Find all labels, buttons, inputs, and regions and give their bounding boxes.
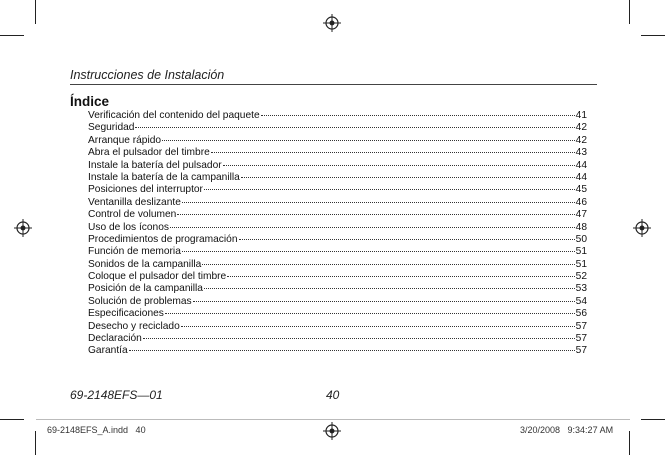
toc-entry[interactable] [88,222,587,234]
toc-entry-page: 41 [575,110,587,121]
toc-entry-title: Control de volumen [88,209,177,221]
leader-dots [202,264,574,265]
toc-entry-title: Verificación del contenido del paquete [88,110,260,121]
toc-entry[interactable] [88,283,587,295]
toc-entry-page: 45 [575,184,587,196]
crop-mark [629,0,630,24]
toc-entry-page: 57 [575,320,587,332]
toc-entry[interactable] [88,172,587,184]
leader-dots [162,140,575,141]
toc-entry-title: Procedimientos de programación [88,233,238,245]
toc-entry[interactable] [88,209,587,221]
toc-entry-title: Solución de problemas [88,295,192,307]
toc-entry[interactable] [88,160,587,172]
toc-entry-page: 48 [575,221,587,233]
toc-entry-page: 54 [575,295,587,307]
toc-entry-title: Posiciones del interruptor [88,184,203,196]
toc-entry-page: 42 [575,122,587,134]
toc-entry-title: Especificaciones [88,308,164,320]
toc-entry-title: Instale la batería de la campanilla [88,171,240,183]
leader-dots [227,276,574,277]
slug-timestamp: 3/20/2008 9:34:27 AM [520,425,614,435]
leader-dots [177,214,574,215]
toc-entry-page: 42 [575,134,587,146]
toc-entry[interactable] [88,147,587,159]
registration-mark-icon [14,219,32,237]
slug-divider [36,419,630,420]
leader-dots [241,177,575,178]
leader-dots [182,251,575,252]
leader-dots [204,189,575,190]
registration-mark-icon [323,14,341,32]
toc-entry[interactable] [88,246,587,258]
leader-dots [165,313,575,314]
toc-entry-page: 51 [575,258,587,270]
toc-entry-title: Posición de la campanilla [88,283,203,295]
toc-entry-title: Declaración [88,333,142,345]
toc-entry-title: Coloque el pulsador del timbre [88,271,227,283]
toc-entry-page: 57 [575,345,587,357]
toc-entry[interactable] [88,184,587,196]
toc-entry-title: Abra el pulsador del timbre [88,147,210,159]
toc-entry-page: 57 [575,333,587,345]
crop-mark [35,0,36,24]
toc-entry-title: Ventanilla deslizante [88,196,181,208]
table-of-contents [88,110,587,358]
leader-dots [181,326,575,327]
toc-entry-page: 53 [575,283,587,295]
toc-entry-page: 52 [575,271,587,283]
toc-entry-page: 56 [575,308,587,320]
leader-dots [239,239,575,240]
crop-mark [0,35,24,36]
toc-entry-title: Desecho y reciclado [88,320,180,332]
toc-entry-title: Arranque rápido [88,134,162,146]
toc-entry[interactable] [88,308,587,320]
crop-mark [641,419,665,420]
toc-entry-page: 47 [575,209,587,221]
leader-dots [261,115,575,116]
leader-dots [143,338,575,339]
registration-mark-icon [633,219,651,237]
crop-mark [0,419,24,420]
slug-filename: 69-2148EFS_A.indd 40 [47,425,146,435]
toc-entry-page: 50 [575,233,587,245]
toc-entry[interactable] [88,296,587,308]
toc-entry-page: 51 [575,246,587,258]
toc-entry-title: Seguridad [88,122,135,134]
toc-entry[interactable] [88,122,587,134]
leader-dots [135,127,574,128]
toc-entry[interactable] [88,135,587,147]
toc-entry-title: Instale la batería del pulsador [88,159,222,171]
toc-entry-page: 43 [575,147,587,159]
toc-heading: Índice [70,94,110,109]
toc-entry-title: Sonidos de la campanilla [88,258,202,270]
toc-entry[interactable] [88,321,587,333]
leader-dots [211,152,575,153]
leader-dots [170,227,575,228]
running-header: Instrucciones de Instalación [70,68,225,82]
toc-entry-page: 44 [575,159,587,171]
footer-page-number: 40 [326,388,340,402]
registration-mark-icon [323,422,341,440]
crop-mark [35,431,36,455]
leader-dots [182,202,575,203]
toc-entry-page: 44 [575,171,587,183]
toc-entry[interactable] [88,110,587,122]
toc-entry-page: 46 [575,196,587,208]
toc-entry[interactable] [88,197,587,209]
crop-mark [629,431,630,455]
footer-doc-number: 69-2148EFS—01 [70,388,163,402]
leader-dots [204,288,575,289]
leader-dots [223,165,575,166]
toc-entry[interactable] [88,234,587,246]
toc-entry-title: Uso de los íconos [88,221,169,233]
toc-entry-title: Garantía [88,345,128,357]
toc-entry[interactable] [88,345,587,357]
toc-entry[interactable] [88,333,587,345]
toc-entry[interactable] [88,271,587,283]
header-divider [70,84,597,85]
toc-entry[interactable] [88,259,587,271]
leader-dots [193,301,575,302]
leader-dots [129,350,575,351]
crop-mark [641,35,665,36]
toc-entry-title: Función de memoria [88,246,181,258]
